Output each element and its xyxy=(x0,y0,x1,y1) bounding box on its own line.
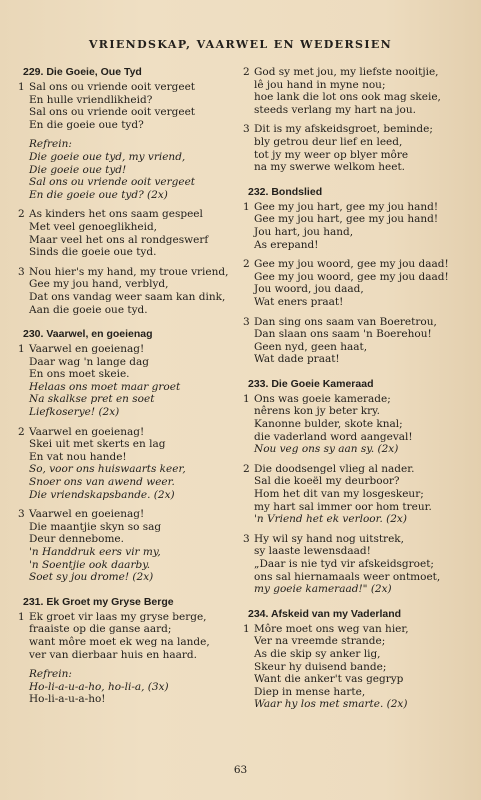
verse-line: En vat nou hande! xyxy=(29,450,127,463)
verse-number: 1 xyxy=(18,81,25,93)
verse-line: Sinds die goeie oue tyd. xyxy=(29,246,157,259)
verse-line: Die vriendskapsbande. (2x) xyxy=(29,488,175,501)
verse xyxy=(18,611,236,661)
verse-line: Die maantjie skyn so sag xyxy=(29,520,162,533)
verse xyxy=(243,258,461,308)
verse-line: fraaiste op die ganse aard; xyxy=(29,623,172,636)
verse xyxy=(243,201,461,251)
verse-number: 3 xyxy=(18,508,25,521)
song-block xyxy=(243,608,461,711)
verse-line: lê jou hand in myne nou; xyxy=(254,78,386,91)
verse-line: Sal ons ou vriende ooit vergeet xyxy=(29,81,196,93)
song-title: 232. Bondslied xyxy=(248,185,323,198)
verse-line: ver van dierbaar huis en haard. xyxy=(29,648,197,661)
verse-line: Sal die koeël my deurboor? xyxy=(254,475,400,488)
verse-line: So, voor ons huiswaarts keer, xyxy=(29,463,186,476)
verse-number: 2 xyxy=(18,208,25,221)
verse-line: Gee my jou woord, gee my jou daad! xyxy=(254,258,449,271)
refrain-label: Refrein: xyxy=(29,138,72,151)
verse-line: Sal ons ou vriende ooit vergeet xyxy=(29,106,196,119)
verse-line: En ons moet skeie. xyxy=(29,368,130,381)
verse-line: En hulle vriendlikheid? xyxy=(29,93,153,106)
verse-line: Skeur hy duisend bande; xyxy=(254,660,387,673)
verse-number: 1 xyxy=(18,343,25,356)
verse-line: 'n Vriend het ek verloor. (2x) xyxy=(254,513,407,526)
verse-number: 1 xyxy=(243,392,250,405)
verse-line: Soet sy jou drome! (2x) xyxy=(29,571,154,584)
song-block xyxy=(18,66,236,316)
verse-line: 'n Soentjie ook daarby. xyxy=(29,558,151,571)
verse-line: Hy wil sy hand nog uitstrek, xyxy=(254,532,404,545)
verse-line: Liefkoserye! (2x) xyxy=(29,406,120,419)
verse-line: Helaas ons moet maar groet xyxy=(29,380,181,393)
verse-line: Sal ons ou vriende ooit vergeet xyxy=(29,176,196,189)
verse-line: Maar veel het ons al rondgeswerf xyxy=(29,233,209,246)
verse-line: Vaarwel en goeienag! xyxy=(29,343,145,356)
verse-line: Die doodsengel vlieg al nader. xyxy=(254,462,415,475)
verse-line: Ho-li-a-u-a-ho, ho-li-a, (3x) xyxy=(29,680,169,693)
verse-line: na my swerwe welkom heet. xyxy=(254,161,406,174)
verse-line: ons sal hiernamaals weer ontmoet, xyxy=(254,570,441,583)
verse-line: Gee my jou hart, gee my jou hand! xyxy=(254,200,439,213)
verse-line: As die skip sy anker lig, xyxy=(254,647,381,660)
verse-line: Geen nyd, geen haat, xyxy=(254,340,368,353)
verse-number: 3 xyxy=(18,265,25,278)
verse-line: Ho-li-a-u-a-ho! xyxy=(29,693,106,706)
verse-line: God sy met jou, my liefste nooitjie, xyxy=(254,66,439,78)
left-column xyxy=(18,66,236,718)
song-title: 234. Afskeid van my Vaderland xyxy=(248,607,402,620)
verse-number: 2 xyxy=(243,462,250,475)
verse-number: 2 xyxy=(243,258,250,271)
verse-line: Ek groet vir laas my gryse berge, xyxy=(29,610,207,623)
verse-line: sy laaste lewensdaad! xyxy=(254,545,371,558)
verse-line: „Daar is nie tyd vir afskeidsgroet; xyxy=(254,558,434,570)
verse-number: 2 xyxy=(243,66,250,78)
verse-line: Wat eners praat! xyxy=(254,295,344,308)
verse xyxy=(243,66,461,116)
song-title: 229. Die Goeie, Oue Tyd xyxy=(23,66,142,78)
verse-line: steeds verlang my hart na jou. xyxy=(254,103,416,116)
verse-line: 'n Handdruk eers vir my, xyxy=(29,546,161,558)
song-block xyxy=(243,378,461,596)
verse-line: Daar wag 'n lange dag xyxy=(29,355,149,368)
verse-line: Hom het dit van my losgeskeur; xyxy=(254,488,424,501)
verse-line: Vaarwel en goeienag! xyxy=(29,425,145,438)
page-header: VRIENDSKAP, VAARWEL EN WEDERSIEN xyxy=(88,38,393,51)
verse xyxy=(243,623,461,711)
verse-number: 1 xyxy=(243,622,250,635)
verse xyxy=(18,426,236,502)
verse-number: 3 xyxy=(243,315,250,328)
right-column xyxy=(243,66,461,723)
page-number: 63 xyxy=(233,764,248,776)
refrain xyxy=(18,138,236,201)
verse-line: tot jy my weer op blyer môre xyxy=(254,148,409,161)
verse xyxy=(18,343,236,419)
verse xyxy=(18,208,236,258)
verse-line: Dat ons vandag weer saam kan dink, xyxy=(29,290,226,303)
verse-line: Snoer ons van awend weer. xyxy=(29,476,175,489)
verse xyxy=(243,463,461,526)
song-block xyxy=(18,328,236,584)
verse-line: Môre moet ons weg van hier, xyxy=(254,622,409,635)
verse-number: 3 xyxy=(243,123,250,136)
song-block xyxy=(243,186,461,366)
verse-line: Dan sing ons saam van Boeretrou, xyxy=(254,315,437,328)
verse-number: 1 xyxy=(18,610,25,623)
refrain-label: Refrein: xyxy=(29,668,72,681)
verse xyxy=(243,123,461,173)
song-title: 233. Die Goeie Kameraad xyxy=(248,377,374,390)
verse xyxy=(18,266,236,316)
verse-line: bly getrou deur lief en leed, xyxy=(254,135,403,148)
verse-line: Jou woord, jou daad, xyxy=(254,283,364,296)
verse-line: Wat dade praat! xyxy=(254,353,340,366)
verse-line: En die goeie oue tyd? (2x) xyxy=(29,188,168,201)
song-title: 230. Vaarwel, en goeienag xyxy=(23,328,153,341)
verse-line: Kanonne bulder, skote knal; xyxy=(254,418,403,431)
verse-line: hoe lank die lot ons ook mag skeie, xyxy=(254,91,441,104)
verse-number: 1 xyxy=(243,200,250,213)
verse xyxy=(18,508,236,584)
refrain xyxy=(18,668,236,706)
verse-line: As kinders het ons saam gespeel xyxy=(29,208,203,221)
verse-line: my hart sal immer oor hom treur. xyxy=(254,500,432,513)
verse-line: Vaarwel en goeienag! xyxy=(29,508,145,521)
verse-line: Dan slaan ons saam 'n Boerehou! xyxy=(254,328,432,341)
verse-line: Ons was goeie kamerade; xyxy=(254,392,391,405)
verse xyxy=(243,533,461,596)
verse-line: Deur dennebome. xyxy=(29,533,124,546)
verse-line: Aan die goeie oue tyd. xyxy=(29,303,148,316)
verse-line: Skei uit met skerts en lag xyxy=(29,438,166,451)
verse-line: want môre moet ek weg na lande, xyxy=(29,635,210,648)
verse-line: Na skalkse pret en soet xyxy=(29,393,155,406)
song-block xyxy=(18,596,236,706)
verse-line: Ver na vreemde strande; xyxy=(254,635,386,648)
verse-number: 2 xyxy=(18,425,25,438)
song-block xyxy=(243,66,461,174)
verse-line: Gee my jou hart, gee my jou hand! xyxy=(254,213,439,226)
verse-line: Waar hy los met smarte. (2x) xyxy=(254,698,408,711)
verse-line: Dit is my afskeidsgroet, beminde; xyxy=(254,123,433,136)
verse-line: Nou hier's my hand, my troue vriend, xyxy=(29,265,229,278)
verse-line: Gee my jou hand, verblyd, xyxy=(29,278,169,291)
verse-number: 3 xyxy=(243,532,250,545)
verse-line: Nou veg ons sy aan sy. (2x) xyxy=(254,443,399,456)
verse xyxy=(243,316,461,366)
verse-line: En die goeie oue tyd? xyxy=(29,118,144,131)
verse xyxy=(18,81,236,131)
verse-line: Diep in mense harte, xyxy=(254,685,366,698)
verse xyxy=(243,393,461,456)
verse-line: Die goeie oue tyd, my vriend, xyxy=(29,150,186,163)
song-title: 231. Ek Groet my Gryse Berge xyxy=(23,595,174,608)
verse-line: Die goeie oue tyd! xyxy=(29,163,127,176)
verse-line: As erepand! xyxy=(254,238,319,251)
verse-line: my goeie kameraad!" (2x) xyxy=(254,583,392,596)
verse-line: die vaderland word aangeval! xyxy=(254,430,413,443)
verse-line: nêrens kon jy beter kry. xyxy=(254,405,380,418)
verse-line: Want die anker't vas gegryp xyxy=(254,673,404,686)
verse-line: Jou hart, jou hand, xyxy=(254,225,354,238)
verse-line: Gee my jou woord, gee my jou daad! xyxy=(254,270,449,283)
verse-line: Met veel genoeglikheid, xyxy=(29,220,158,233)
